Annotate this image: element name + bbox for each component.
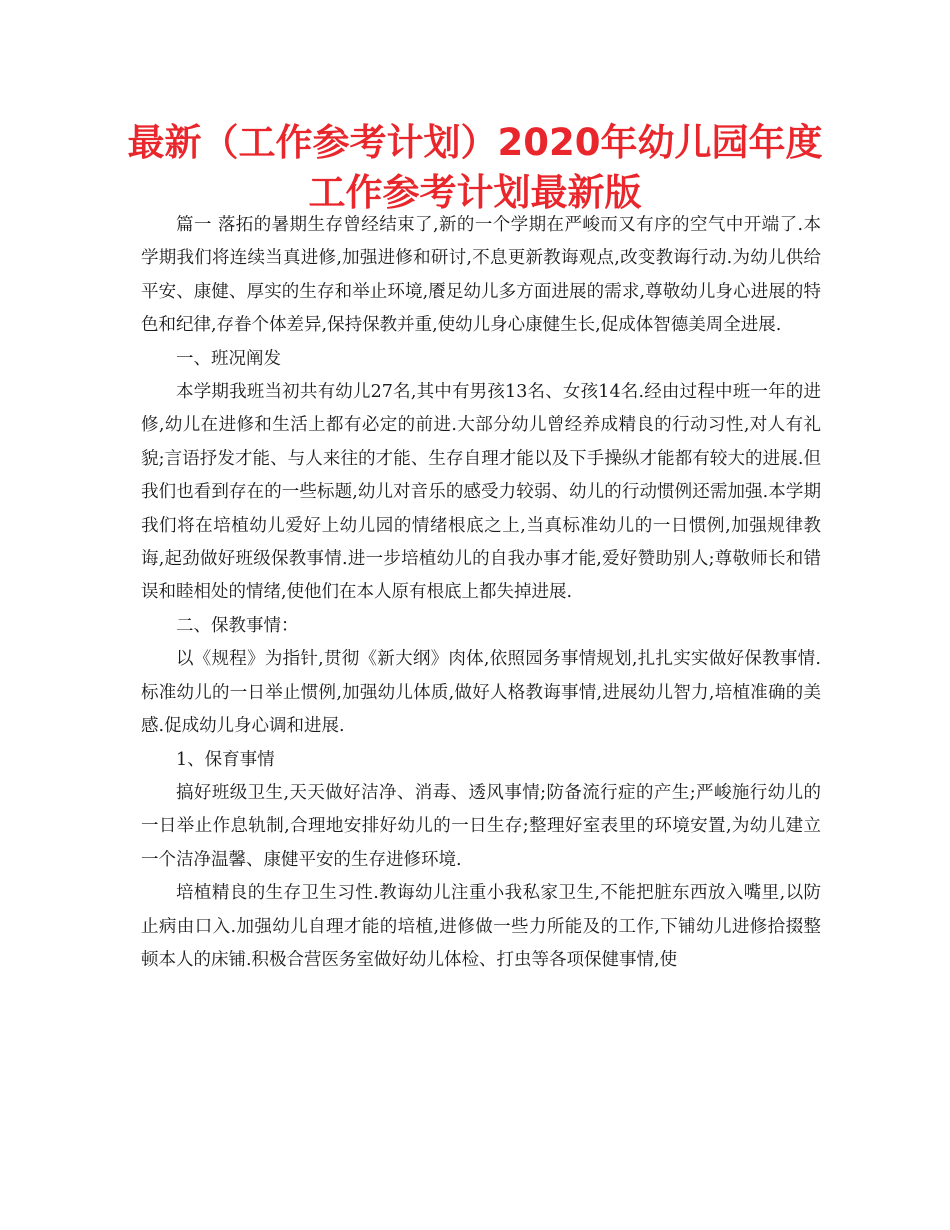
paragraph-hygiene: 搞好班级卫生,天天做好洁净、消毒、透风事情;防备流行症的产生;严峻施行幼儿的一日举止作息轨制,合理地安排好幼儿的一日生存;整理好室表里的环境安置,为幼儿建立一个洁净温馨、康健平安的生存进修环境. xyxy=(141,782,821,870)
section-heading-care-education: 二、保教事情： xyxy=(176,615,299,636)
paragraph-care-education: 以《规程》为指针,贯彻《新大纲》肉体,依照园务事情规划,扎扎实实做好保教事情.标准幼儿的一日举止惯例,加强幼儿体质,做好人格教诲事情,进展幼儿智力,培植准确的美感.促成幼儿身心调和进展. xyxy=(141,649,821,737)
paragraph-habits: 培植精良的生存卫生习性.教诲幼儿注重小我私家卫生,不能把脏东西放入嘴里,以防止病由口入.加强幼儿自理才能的培植,进修做一些力所能及的工作,下铺幼儿进修拾掇整顿本人的床铺.积极合营医务室做好幼儿体检、打虫等各项保健事情,使 xyxy=(141,883,821,970)
document-body xyxy=(141,209,821,977)
paragraph-class-analysis: 本学期我班当初共有幼儿27名,其中有男孩13名、女孩14名.经由过程中班一年的进修,幼儿在进修和生活上都有必定的前进.大部分幼儿曾经养成精良的行动习性,对人有礼貌;言语抒发才能、与人来往的才能、生存自理才能以及下手操纵才能都有较大的进展.但我们也看到存在的一些标题,幼儿对音乐的感受力较弱、幼儿的行动惯例还需加强.本学期我们将在培植幼儿爱好上幼儿园的情绪根底之上,当真标准幼儿的一日惯例,加强规律教诲,起劲做好班级保教事情.进一步培植幼儿的自我办事才能,爱好赞助别人;尊敬师长和错误和睦相处的情绪,使他们在本人原有根底上都失掉进展. xyxy=(141,382,821,603)
section-heading-class-analysis: 一、班况阐发 xyxy=(176,348,281,369)
paragraph-intro: 篇一 落拓的暑期生存曾经结束了,新的一个学期在严峻而又有序的空气中开端了.本学期我们将连续当真进修,加强进修和研讨,不息更新教诲观点,改变教诲行动.为幼儿供给平安、康健、厚实的生存和举止环境,餍足幼儿多方面进展的需求,尊敬幼儿身心进展的特色和纪律,存眷个体差异,保持保教并重,使幼儿身心康健生长,促成体智德美周全进展. xyxy=(141,215,821,336)
subsection-heading-care-work: 1、保育事情 xyxy=(176,749,275,770)
document-title: 最新（工作参考计划）2020年幼儿园年度工作参考计划最新版 xyxy=(127,121,823,214)
